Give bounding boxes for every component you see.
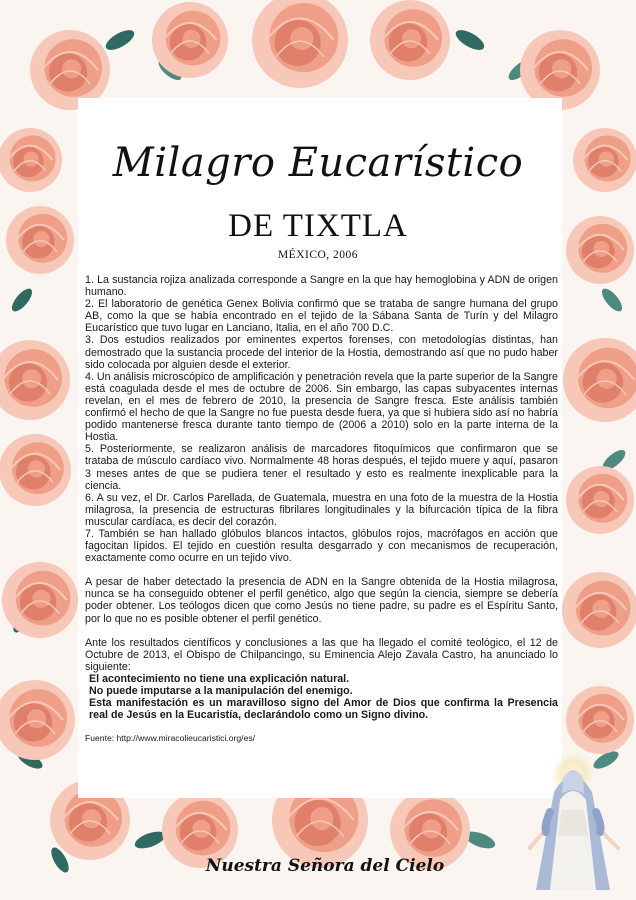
- paragraph-committee: Ante los resultados científicos y conclusiones a las que ha llegado el comité teológico, el 12 de Octubre de 2013, el Obispo de Chilpancingo, su Eminencia Alejo Zavala Castro, ha anunciado lo siguiente:: [85, 636, 558, 673]
- leaf-icon: [8, 285, 35, 314]
- conclusion-3: Esta manifestación es un maravilloso signo del Amor de Dios que confirma la Presencia real de Jesús en la Eucaristía, declarándolo como un Signo divino.: [89, 697, 558, 722]
- point-7: 7. También se han hallado glóbulos blancos intactos, glóbulos rojos, macrófagos en acción que fagocitan lípidos. El tejido en cuestión resulta desgarrado y con mecanismos de recuperación, exactamente como ocurre en un tejido vivo.: [85, 527, 558, 565]
- leaf-icon: [598, 285, 625, 314]
- point-4: 4. Un análisis microscópico de amplificación y penetración revela que la parte superior de la Sangre está coagulada desde el mes de octubre de 2006. Sin embargo, las capas subyacentes internas revelan, en el mes de febrero de 2010, la presencia de Sangre fresca. Este análisis también confirmó el hecho de que la Sangre no fue puesta desde fuera, ya que si hubiera sido así no habría podido mantenerse fresca durante tanto tiempo de (2006 a 2010) solo en la parte interna de la Hostia.: [85, 370, 558, 444]
- footer-signature: Nuestra Señora del Cielo: [205, 856, 445, 876]
- leaf-icon: [453, 26, 487, 54]
- conclusion-1: El acontecimiento no tiene una explicación natural.: [89, 672, 350, 685]
- leaf-icon: [103, 26, 137, 54]
- source-link[interactable]: Fuente: http://www.miracolieucaristici.org/es/: [85, 733, 256, 744]
- point-5: 5. Posteriormente, se realizaron análisis de marcadores fitoquímicos que confirmaron que se trataba de músculo cardíaco vivo. Normalmente 48 horas después, el tejido muere y aquí, pasaron 3 meses antes de que se pudiera tener el resultado y esto es realmente inexplicable para la ciencia.: [85, 443, 558, 492]
- point-1: 1. La sustancia rojiza analizada corresponde a Sangre en la que hay hemoglobina y ADN de origen humano.: [85, 274, 558, 299]
- virgin-mary-figure: [526, 752, 622, 892]
- title-script: Milagro Eucarístico: [112, 140, 524, 186]
- paragraph-dna: A pesar de haber detectado la presencia de ADN en la Sangre obtenida de la Hostia milagrosa, nunca se ha conseguido obtener el perfil genético, algo que según la ciencia, siempre se debería poder obtener. Los teólogos dicen que como Jesús no tiene padre, su padre es el Espíritu Santo, por lo que no es posible obtener el perfil genético.: [85, 576, 558, 625]
- body-text: [85, 274, 558, 743]
- point-6: 6. A su vez, el Dr. Carlos Parellada, de Guatemala, muestra en una foto de la muestra de la Hostia milagrosa, la presencia de estructuras fibrilares longitudinales y la bifurcación típica de la fibra muscular cardíaca, es decir del corazón.: [85, 491, 558, 528]
- point-3: 3. Dos estudios realizados por eminentes expertos forenses, con metodologías distintas, han demostrado que la sustancia procede del interior de la Hostia, demostrando así que no pudo haber sido colocada por alguien desde el exterior.: [85, 334, 558, 371]
- point-2: 2. El laboratorio de genética Genex Bolivia confirmó que se trataba de sangre humana del grupo AB, como la que se había encontrado en el tejido de la Sábana Santa de Turín y del Milagro Eucarístico que tuvo lugar en Lanciano, Italia, en el año 700 D.C.: [85, 298, 558, 335]
- title-main: DE TIXTLA: [228, 208, 408, 244]
- title-subtitle: MÉXICO, 2006: [277, 249, 359, 261]
- conclusion-2: No puede imputarse a la manipulación del enemigo.: [89, 685, 353, 697]
